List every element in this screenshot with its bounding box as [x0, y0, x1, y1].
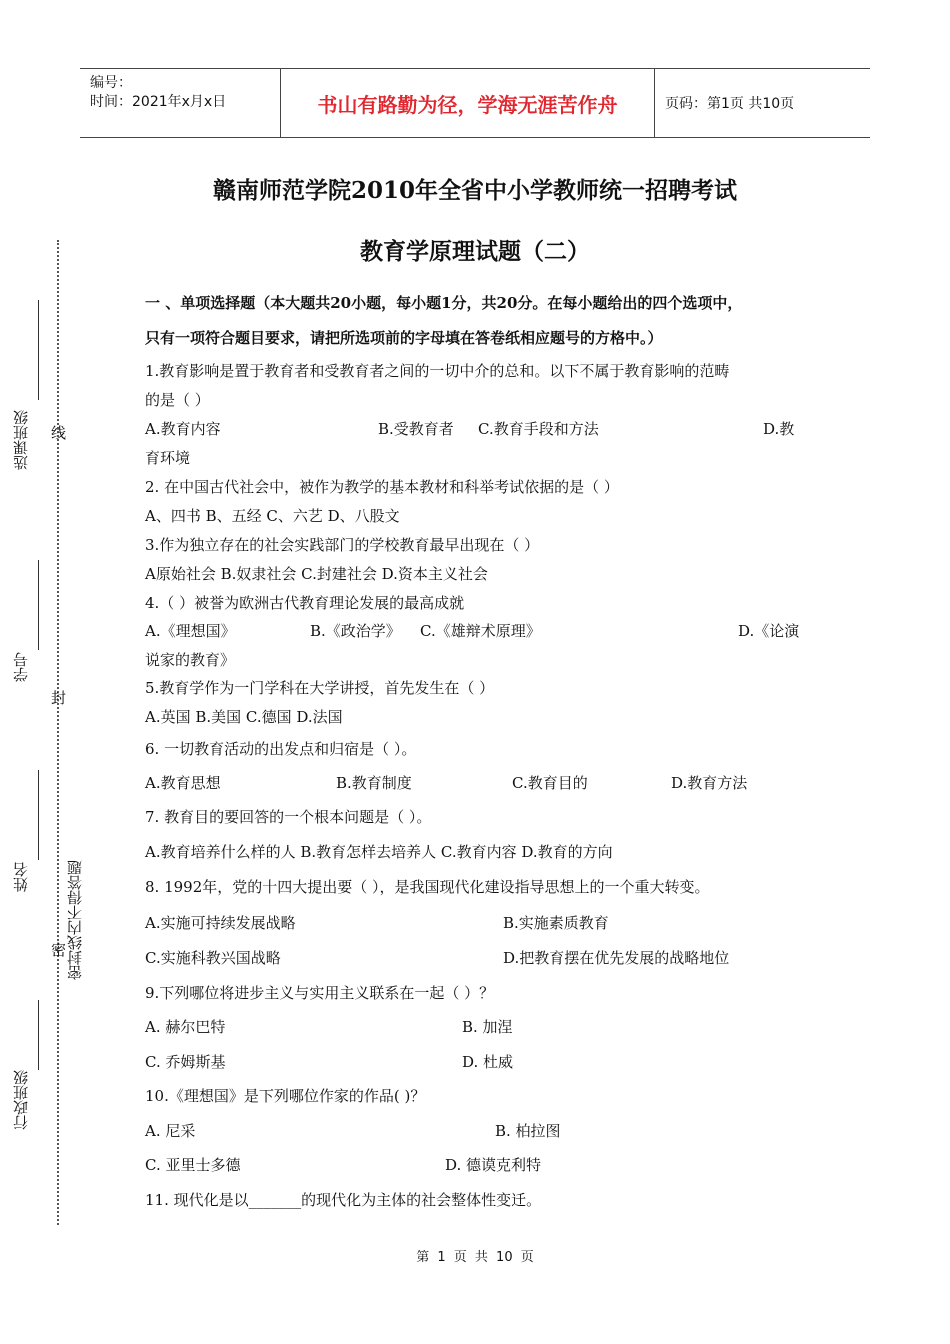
seal-mark-seal: 封: [49, 690, 67, 705]
exam-title: 赣南师范学院2010年全省中小学教师统一招聘考试: [212, 177, 737, 204]
question-line: D. 杜威: [462, 1053, 514, 1071]
field-label-course-class: 选课班级: [12, 410, 30, 470]
header-motto: 书山有路勤为径，学海无涯苦作舟: [317, 92, 618, 117]
seal-mark-line: 线: [49, 425, 67, 440]
question-line: A.教育内容: [145, 420, 221, 438]
field-label-name: 姓名: [12, 862, 30, 892]
seal-mark-secret: 密: [49, 942, 67, 957]
number-label: 编号：: [90, 75, 132, 91]
question-line: A原始社会 B.奴隶社会 C.封建社会 D.资本主义社会: [145, 565, 488, 583]
question-line: 4.（ ）被誉为欧洲古代教育理论发展的最高成就: [145, 594, 465, 612]
question-line: A、四书 B、五经 C、六艺 D、八股文: [145, 507, 400, 525]
field-rule-student-id: [38, 560, 39, 650]
exam-subtitle: 教育学原理试题（二）: [360, 238, 590, 265]
section-instruction-line1: 一 、单项选择题（本大题共20小题，每小题1分，共20分。在每小题给出的四个选项中，: [145, 294, 743, 312]
question-line: 7. 教育目的要回答的一个根本问题是（ ）。: [145, 808, 432, 826]
question-line: B.教育制度: [336, 774, 412, 792]
question-line: A. 尼采: [145, 1122, 196, 1140]
question-line: 5.教育学作为一门学科在大学讲授，首先发生在（ ）: [145, 679, 495, 697]
field-label-student-id: 学号: [12, 652, 30, 682]
question-line: A. 赫尔巴特: [145, 1018, 226, 1036]
question-line: D.教: [763, 420, 795, 438]
seal-dotted-line: [57, 240, 59, 1225]
question-line: A.教育思想: [145, 774, 221, 792]
field-label-admin-class: 行政班级: [12, 1070, 30, 1130]
question-line: 6. 一切教育活动的出发点和归宿是（ ）。: [145, 740, 417, 758]
question-line: D.《论演: [738, 622, 800, 640]
question-line: 10.《理想国》是下列哪位作家的作品( )？: [145, 1087, 426, 1105]
question-line: D. 德谟克利特: [445, 1156, 542, 1174]
question-line: B. 柏拉图: [495, 1122, 561, 1140]
question-line: B.受教育者: [378, 420, 454, 438]
header-page-info: 页码：第1页 共10页: [665, 96, 795, 112]
section-instruction-line2: 只有一项符合题目要求，请把所选项前的字母填在答卷纸相应题号的方格中。）: [145, 329, 663, 347]
question-line: C. 乔姆斯基: [145, 1053, 226, 1071]
seal-notice: 密封线内不得答题: [66, 860, 84, 980]
question-line: 2. 在中国古代社会中，被作为教学的基本教材和科举考试依据的是（ ）: [145, 478, 619, 496]
question-line: C.实施科教兴国战略: [145, 949, 281, 967]
field-rule-course-class: [38, 300, 39, 400]
question-line: 说家的教育》: [145, 651, 236, 669]
question-line: 1.教育影响是置于教育者和受教育者之间的一切中介的总和。以下不属于教育影响的范畴: [145, 362, 730, 380]
question-line: C.教育手段和方法: [478, 420, 599, 438]
page-header: [80, 68, 870, 138]
question-line: 11. 现代化是以_______的现代化为主体的社会整体性变迁。: [145, 1191, 542, 1209]
question-line: A.教育培养什么样的人 B.教育怎样去培养人 C.教育内容 D.教育的方向: [145, 843, 613, 861]
question-line: 育环境: [145, 449, 191, 467]
question-line: A.实施可持续发展战略: [145, 914, 296, 932]
question-line: 的是（ ）: [145, 391, 210, 409]
question-line: B.《政治学》: [310, 622, 401, 640]
question-line: B. 加涅: [462, 1018, 513, 1036]
question-line: A.《理想国》: [145, 622, 236, 640]
question-line: C.教育目的: [512, 774, 588, 792]
question-line: C.《雄辩术原理》: [420, 622, 541, 640]
question-line: D.把教育摆在优先发展的战略地位: [503, 949, 730, 967]
page-footer: 第 1 页 共 10 页: [416, 1250, 534, 1265]
header-meta: [80, 69, 281, 137]
field-rule-name: [38, 770, 39, 860]
question-line: A.英国 B.美国 C.德国 D.法国: [145, 708, 343, 726]
time-label: 时间：2021年x月x日: [90, 94, 227, 110]
header-motto-cell: [281, 69, 655, 137]
question-line: D.教育方法: [671, 774, 748, 792]
question-line: B.实施素质教育: [503, 914, 609, 932]
field-rule-admin-class: [38, 1000, 39, 1070]
question-line: 9.下列哪位将进步主义与实用主义联系在一起（ ）？: [145, 984, 495, 1002]
question-line: 8. 1992年，党的十四大提出要（ ），是我国现代化建设指导思想上的一个重大转变。: [145, 878, 710, 896]
question-line: C. 亚里士多德: [145, 1156, 241, 1174]
question-line: 3.作为独立存在的社会实践部门的学校教育最早出现在（ ）: [145, 536, 540, 554]
